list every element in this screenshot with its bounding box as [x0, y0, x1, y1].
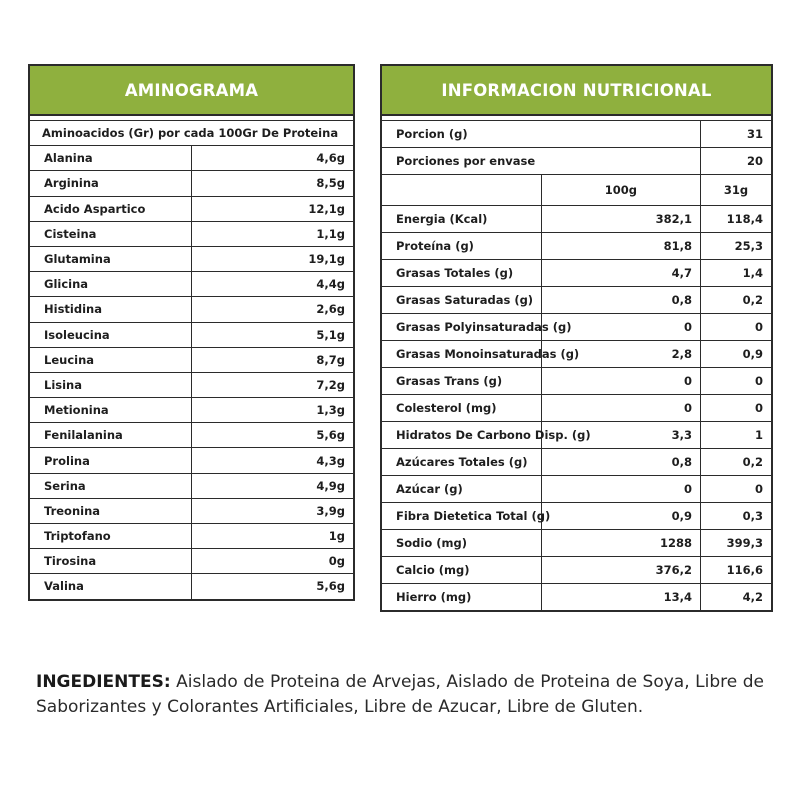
portion-row [382, 121, 771, 148]
amino-acid-value: 8,5g [192, 171, 354, 196]
amino-acid-name: Treonina [30, 498, 192, 523]
amino-acid-name: Glicina [30, 272, 192, 297]
amino-acid-name: Lisina [30, 372, 192, 397]
servings-row [382, 148, 771, 175]
nutrition-row [382, 341, 771, 368]
amino-acid-name: Serina [30, 473, 192, 498]
nutrient-per-100g: 2,8 [541, 341, 700, 368]
nutrient-name: Fibra Dietetica Total (g) [382, 503, 541, 530]
aminogram-row [30, 297, 353, 322]
nutrient-per-100g: 3,3 [541, 422, 700, 449]
nutrient-name: Grasas Polyinsaturadas (g) [382, 314, 541, 341]
servings-label: Porciones por envase [382, 148, 701, 175]
col-100g-header: 100g [541, 175, 700, 206]
amino-acid-name: Tirosina [30, 549, 192, 574]
amino-acid-name: Alanina [30, 146, 192, 171]
aminogram-row [30, 524, 353, 549]
amino-acid-value: 5,6g [192, 423, 354, 448]
nutrient-per-100g: 0 [541, 476, 700, 503]
nutrient-per-portion: 399,3 [701, 530, 772, 557]
amino-acid-name: Glutamina [30, 246, 192, 271]
nutrient-per-100g: 376,2 [541, 557, 700, 584]
blank-header-cell [382, 175, 541, 206]
amino-acid-name: Isoleucina [30, 322, 192, 347]
aminogram-row [30, 423, 353, 448]
nutrient-per-portion: 0,9 [701, 341, 772, 368]
aminogram-row [30, 246, 353, 271]
nutrient-per-100g: 0 [541, 395, 700, 422]
amino-acid-value: 0g [192, 549, 354, 574]
aminogram-row [30, 322, 353, 347]
nutrient-per-portion: 0,3 [701, 503, 772, 530]
aminogram-caption: Aminoacidos (Gr) por cada 100Gr De Proteina [30, 121, 353, 146]
amino-acid-value: 1,3g [192, 398, 354, 423]
amino-acid-name: Leucina [30, 347, 192, 372]
nutrition-row [382, 422, 771, 449]
nutrient-name: Azúcares Totales (g) [382, 449, 541, 476]
nutrient-per-100g: 0 [541, 368, 700, 395]
amino-acid-value: 3,9g [192, 498, 354, 523]
nutrient-per-100g: 0 [541, 314, 700, 341]
nutrition-row [382, 260, 771, 287]
portion-value: 31 [701, 121, 772, 148]
amino-acid-name: Acido Aspartico [30, 196, 192, 221]
nutrition-row [382, 530, 771, 557]
aminogram-row [30, 498, 353, 523]
nutrient-per-100g: 1288 [541, 530, 700, 557]
aminogram-row [30, 171, 353, 196]
ingredients-label: INGEDIENTES: [36, 672, 171, 692]
amino-acid-value: 19,1g [192, 246, 354, 271]
aminogram-caption-row [30, 121, 353, 146]
amino-acid-value: 5,6g [192, 574, 354, 599]
nutrient-name: Proteína (g) [382, 233, 541, 260]
amino-acid-name: Arginina [30, 171, 192, 196]
portion-label: Porcion (g) [382, 121, 701, 148]
amino-acid-value: 7,2g [192, 372, 354, 397]
nutrient-name: Hidratos De Carbono Disp. (g) [382, 422, 541, 449]
amino-acid-value: 8,7g [192, 347, 354, 372]
aminogram-row [30, 448, 353, 473]
amino-acid-name: Valina [30, 574, 192, 599]
amino-acid-value: 1g [192, 524, 354, 549]
ingredients-body: Aislado de Proteina de Arvejas, Aislado de Proteina de Soya, Libre de Saborizantes y Colorantes Artificiales, Libre de Azucar, Libre de Gluten. [36, 672, 764, 717]
amino-acid-value: 4,6g [192, 146, 354, 171]
nutrient-per-portion: 0 [701, 395, 772, 422]
aminogram-row [30, 146, 353, 171]
nutrient-per-portion: 118,4 [701, 206, 772, 233]
nutrient-per-portion: 0,2 [701, 287, 772, 314]
aminogram-row [30, 272, 353, 297]
aminogram-title: AMINOGRAMA [30, 66, 353, 116]
nutrition-row [382, 233, 771, 260]
amino-acid-value: 4,3g [192, 448, 354, 473]
nutrient-name: Grasas Trans (g) [382, 368, 541, 395]
nutrition-row [382, 584, 771, 611]
aminogram-row [30, 372, 353, 397]
amino-acid-name: Triptofano [30, 524, 192, 549]
nutrition-row [382, 206, 771, 233]
nutrition-row [382, 368, 771, 395]
amino-acid-name: Fenilalanina [30, 423, 192, 448]
nutrient-name: Sodio (mg) [382, 530, 541, 557]
nutrient-name: Hierro (mg) [382, 584, 541, 611]
nutrient-name: Grasas Totales (g) [382, 260, 541, 287]
aminogram-row [30, 473, 353, 498]
nutrient-per-portion: 116,6 [701, 557, 772, 584]
aminogram-row [30, 196, 353, 221]
amino-acid-name: Prolina [30, 448, 192, 473]
column-header-row [382, 175, 771, 206]
aminogram-table [28, 64, 355, 601]
aminogram-row [30, 574, 353, 599]
aminogram-grid [30, 121, 353, 599]
nutrient-per-100g: 4,7 [541, 260, 700, 287]
nutrient-per-portion: 1 [701, 422, 772, 449]
nutrient-per-portion: 4,2 [701, 584, 772, 611]
amino-acid-value: 12,1g [192, 196, 354, 221]
nutrition-row [382, 476, 771, 503]
amino-acid-name: Metionina [30, 398, 192, 423]
nutrient-per-100g: 81,8 [541, 233, 700, 260]
amino-acid-value: 4,4g [192, 272, 354, 297]
col-portion-header: 31g [701, 175, 772, 206]
nutrient-per-portion: 0 [701, 476, 772, 503]
nutrient-per-100g: 13,4 [541, 584, 700, 611]
nutrient-name: Grasas Monoinsaturadas (g) [382, 341, 541, 368]
aminogram-row [30, 549, 353, 574]
nutrient-name: Azúcar (g) [382, 476, 541, 503]
nutrient-per-portion: 0 [701, 314, 772, 341]
nutrition-row [382, 287, 771, 314]
nutrient-per-portion: 25,3 [701, 233, 772, 260]
nutrient-per-portion: 1,4 [701, 260, 772, 287]
amino-acid-value: 1,1g [192, 221, 354, 246]
nutrition-grid [382, 121, 771, 610]
nutrition-row [382, 503, 771, 530]
nutrient-per-100g: 0,8 [541, 287, 700, 314]
amino-acid-value: 5,1g [192, 322, 354, 347]
nutrition-title: INFORMACION NUTRICIONAL [382, 66, 771, 116]
nutrient-per-100g: 382,1 [541, 206, 700, 233]
nutrition-table [380, 64, 773, 612]
nutrient-per-100g: 0,8 [541, 449, 700, 476]
ingredients-text [36, 670, 764, 719]
nutrient-name: Calcio (mg) [382, 557, 541, 584]
nutrient-per-portion: 0,2 [701, 449, 772, 476]
nutrient-per-100g: 0,9 [541, 503, 700, 530]
nutrient-per-portion: 0 [701, 368, 772, 395]
aminogram-row [30, 221, 353, 246]
servings-value: 20 [701, 148, 772, 175]
amino-acid-name: Histidina [30, 297, 192, 322]
nutrition-row [382, 557, 771, 584]
nutrient-name: Colesterol (mg) [382, 395, 541, 422]
amino-acid-value: 2,6g [192, 297, 354, 322]
nutrition-row [382, 449, 771, 476]
nutrition-row [382, 395, 771, 422]
aminogram-row [30, 398, 353, 423]
amino-acid-name: Cisteina [30, 221, 192, 246]
nutrient-name: Grasas Saturadas (g) [382, 287, 541, 314]
aminogram-row [30, 347, 353, 372]
nutrition-row [382, 314, 771, 341]
nutrient-name: Energia (Kcal) [382, 206, 541, 233]
amino-acid-value: 4,9g [192, 473, 354, 498]
